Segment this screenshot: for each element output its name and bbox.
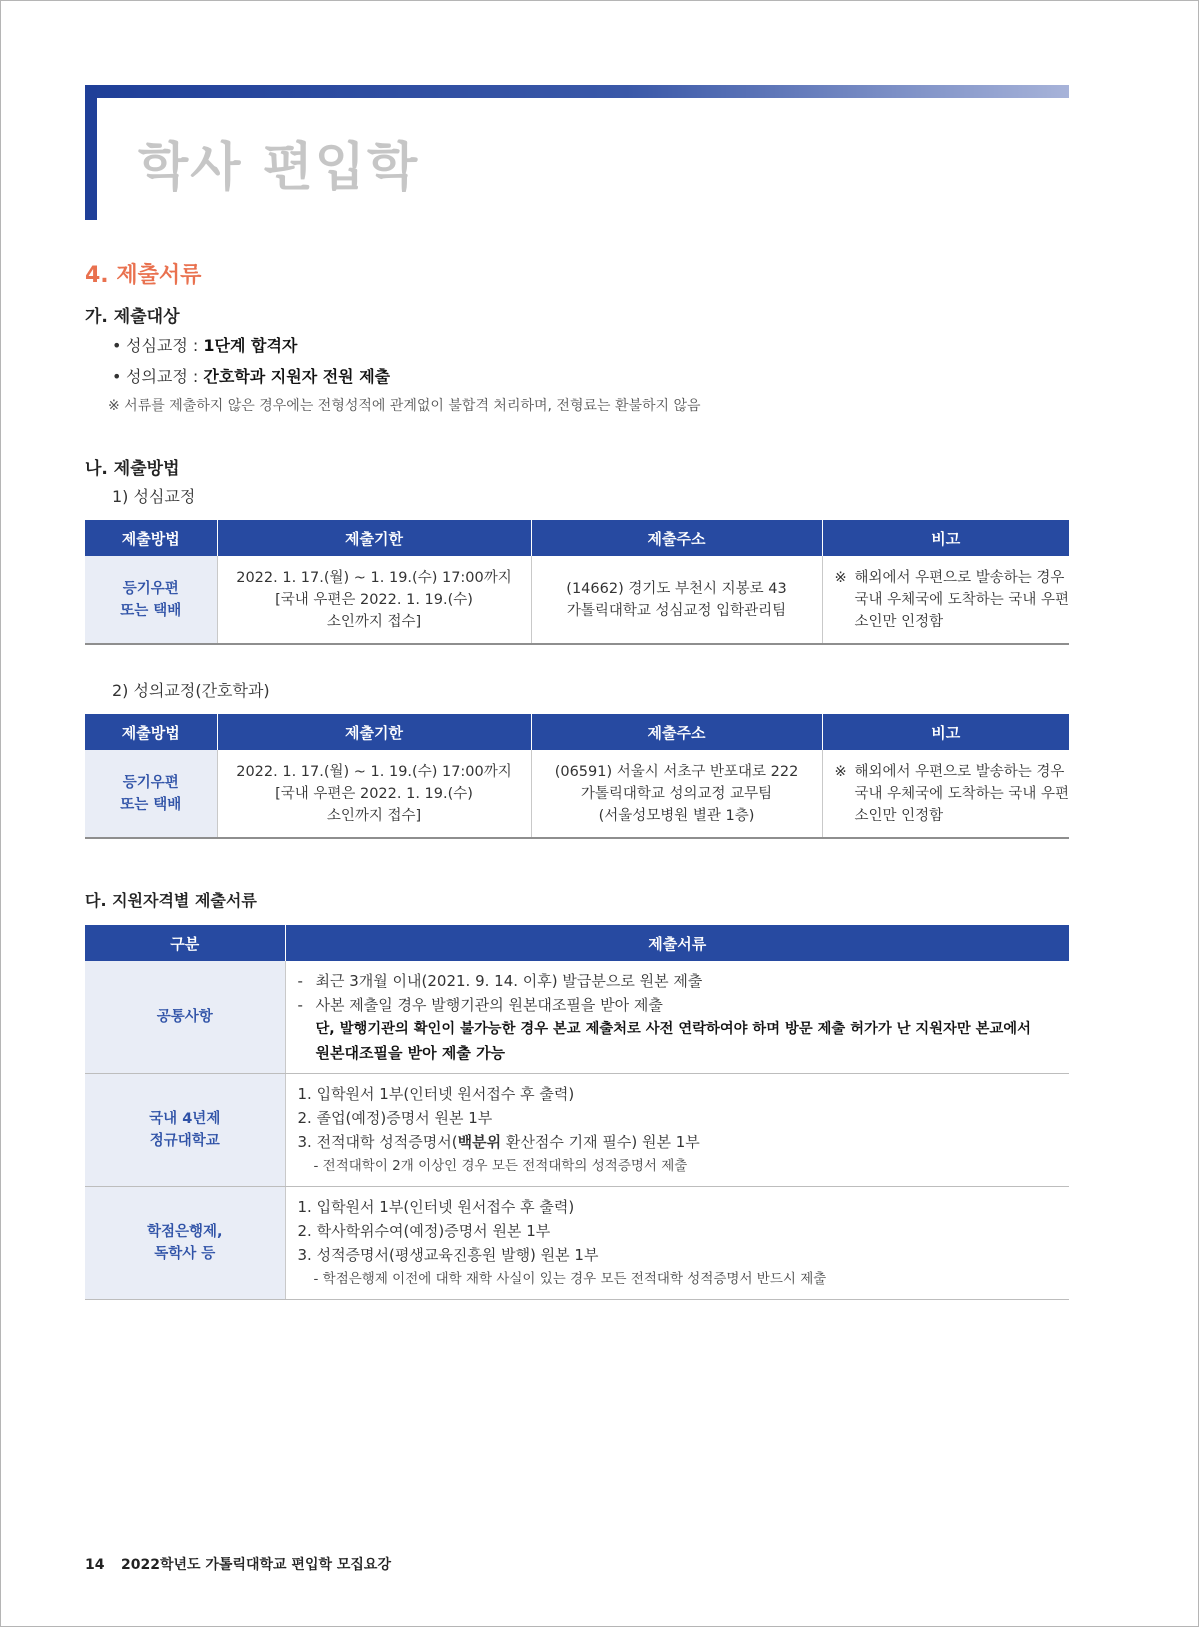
target-item-2: • 성의교정 : 간호학과 지원자 전원 제출 <box>112 367 391 386</box>
category-cell: 학점은행제, 독학사 등 <box>85 1187 285 1300</box>
target-item-1: • 성심교정 : 1단계 합격자 <box>112 336 298 355</box>
disqualification-note: ※ 서류를 제출하지 않은 경우에는 전형성적에 관계없이 불합격 처리하며, 전형료는 환불하지 않음 <box>108 398 701 414</box>
documents-table <box>85 925 1069 1300</box>
campus2-label: 2) 성의교정(간호학과) <box>112 681 270 700</box>
header-method: 제출방법 <box>85 714 217 750</box>
table-header-row <box>85 714 1069 750</box>
remark-cell: ※ 해외에서 우편으로 발송하는 경우 국내 우체국에 도착하는 국내 우편 소인만 인정함 <box>822 556 1069 644</box>
page-number: 14 <box>85 1557 105 1573</box>
table-header-row <box>85 925 1069 961</box>
submission-table-campus1 <box>85 520 1069 645</box>
table-row <box>85 750 1069 838</box>
part-b-title: 나. 제출방법 <box>85 459 180 479</box>
documents-cell: 1. 입학원서 1부(인터넷 원서접수 후 출력) 2. 졸업(예정)증명서 원본 1부 3. 전적대학 성적증명서(백분위 환산점수 기재 필수) 원본 1부 - 전적대학이 2개 이상인 경우 모든 전적대학의 성적증명서 제출 <box>285 1074 1069 1187</box>
table-row <box>85 1074 1069 1187</box>
part-c-title: 다. 지원자격별 제출서류 <box>85 891 257 910</box>
table-row <box>85 556 1069 644</box>
deadline-cell: 2022. 1. 17.(월) ~ 1. 19.(수) 17:00까지 [국내 우편은 2022. 1. 19.(수) 소인까지 접수] <box>217 750 531 838</box>
documents-cell: - 최근 3개월 이내(2021. 9. 14. 이후) 발급분으로 원본 제출 - 사본 제출일 경우 발행기관의 원본대조필을 받아 제출 단, 발행기관의 확인이 불가능한 경우 본교 제출처로 사전 연락하여야 하며 방문 제출 허가가 난 지원자만 본교에서 원본대조필을 받아 제출 가능 <box>285 961 1069 1074</box>
part-a-title: 가. 제출대상 <box>85 307 180 327</box>
table-header-row <box>85 520 1069 556</box>
table-row <box>85 1187 1069 1300</box>
header-bar <box>85 85 1069 98</box>
method-cell: 등기우편 또는 택배 <box>85 750 217 838</box>
campus1-label: 1) 성심교정 <box>112 487 196 506</box>
header-deadline: 제출기한 <box>217 714 531 750</box>
table-row <box>85 961 1069 1074</box>
footer-text: 2022학년도 가톨릭대학교 편입학 모집요강 <box>121 1557 391 1573</box>
page-title: 학사 편입학 <box>138 138 420 198</box>
method-cell: 등기우편 또는 택배 <box>85 556 217 644</box>
header-side-bar <box>85 85 97 220</box>
remark-cell: ※ 해외에서 우편으로 발송하는 경우 국내 우체국에 도착하는 국내 우편 소인만 인정함 <box>822 750 1069 838</box>
header-remark: 비고 <box>822 714 1069 750</box>
deadline-cell: 2022. 1. 17.(월) ~ 1. 19.(수) 17:00까지 [국내 우편은 2022. 1. 19.(수) 소인까지 접수] <box>217 556 531 644</box>
documents-cell: 1. 입학원서 1부(인터넷 원서접수 후 출력) 2. 학사학위수여(예정)증명서 원본 1부 3. 성적증명서(평생교육진흥원 발행) 원본 1부 - 학점은행제 이전에 대학 재학 사실이 있는 경우 모든 전적대학 성적증명서 반드시 제출 <box>285 1187 1069 1300</box>
header-address: 제출주소 <box>531 520 822 556</box>
category-cell: 국내 4년제 정규대학교 <box>85 1074 285 1187</box>
address-cell: (06591) 서울시 서초구 반포대로 222 가톨릭대학교 성의교정 교무팀 (서울성모병원 별관 1층) <box>531 750 822 838</box>
address-cell: (14662) 경기도 부천시 지봉로 43 가톨릭대학교 성심교정 입학관리팀 <box>531 556 822 644</box>
page-footer <box>85 1554 391 1574</box>
category-cell: 공통사항 <box>85 961 285 1074</box>
submission-table-campus2 <box>85 714 1069 839</box>
section-title: 4. 제출서류 <box>85 263 202 288</box>
header-category: 구분 <box>85 925 285 961</box>
header-documents: 제출서류 <box>285 925 1069 961</box>
header-remark: 비고 <box>822 520 1069 556</box>
header-address: 제출주소 <box>531 714 822 750</box>
header-deadline: 제출기한 <box>217 520 531 556</box>
header-method: 제출방법 <box>85 520 217 556</box>
